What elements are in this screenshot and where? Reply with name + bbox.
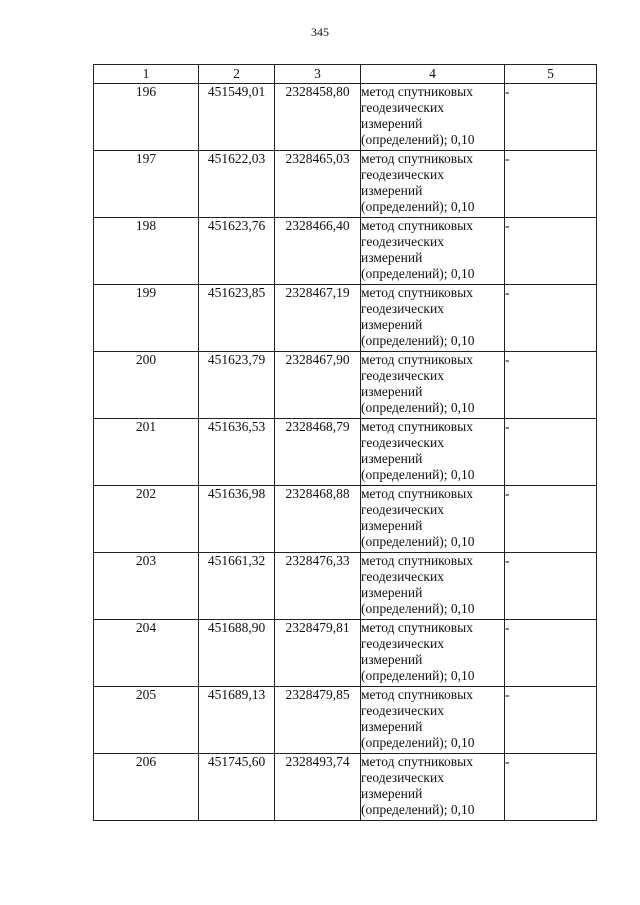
column-header-5: 5 [505, 65, 597, 84]
point-number-cell: 199 [94, 285, 199, 352]
method-cell [361, 151, 505, 218]
x-coordinate-cell: 451689,13 [199, 687, 275, 754]
note-cell: - [505, 151, 597, 218]
method-line: измерений [361, 786, 423, 801]
y-coordinate-cell: 2328468,88 [275, 486, 361, 553]
x-coordinate-cell: 451636,53 [199, 419, 275, 486]
method-line: геодезических [361, 301, 444, 316]
x-coordinate-cell: 451623,85 [199, 285, 275, 352]
x-coordinate-cell: 451745,60 [199, 754, 275, 821]
y-coordinate-cell: 2328468,79 [275, 419, 361, 486]
x-coordinate-cell: 451688,90 [199, 620, 275, 687]
x-coordinate-cell: 451622,03 [199, 151, 275, 218]
method-line: (определений); 0,10 [361, 534, 475, 549]
y-coordinate-cell: 2328467,19 [275, 285, 361, 352]
note-cell: - [505, 419, 597, 486]
point-number-cell: 206 [94, 754, 199, 821]
method-line: (определений); 0,10 [361, 132, 475, 147]
point-number-cell: 203 [94, 553, 199, 620]
y-coordinate-cell: 2328479,85 [275, 687, 361, 754]
method-cell [361, 218, 505, 285]
method-line: измерений [361, 451, 423, 466]
method-line: измерений [361, 250, 423, 265]
table-row [94, 419, 597, 486]
point-number-cell: 202 [94, 486, 199, 553]
note-cell: - [505, 218, 597, 285]
y-coordinate-cell: 2328493,74 [275, 754, 361, 821]
note-cell: - [505, 754, 597, 821]
point-number-cell: 196 [94, 84, 199, 151]
table-row [94, 285, 597, 352]
column-header-2: 2 [199, 65, 275, 84]
method-line: метод спутниковых [361, 218, 473, 233]
y-coordinate-cell: 2328476,33 [275, 553, 361, 620]
point-number-cell: 198 [94, 218, 199, 285]
point-number-cell: 205 [94, 687, 199, 754]
method-line: метод спутниковых [361, 84, 473, 99]
method-line: метод спутниковых [361, 754, 473, 769]
table-row [94, 84, 597, 151]
x-coordinate-cell: 451623,76 [199, 218, 275, 285]
method-line: метод спутниковых [361, 553, 473, 568]
method-line: геодезических [361, 435, 444, 450]
method-line: измерений [361, 719, 423, 734]
point-number-cell: 197 [94, 151, 199, 218]
method-cell [361, 553, 505, 620]
method-line: геодезических [361, 167, 444, 182]
point-number-cell: 201 [94, 419, 199, 486]
table-row [94, 620, 597, 687]
y-coordinate-cell: 2328458,80 [275, 84, 361, 151]
method-line: измерений [361, 585, 423, 600]
method-cell [361, 486, 505, 553]
method-line: (определений); 0,10 [361, 802, 475, 817]
method-line: метод спутниковых [361, 285, 473, 300]
method-line: геодезических [361, 703, 444, 718]
method-line: геодезических [361, 569, 444, 584]
method-line: геодезических [361, 368, 444, 383]
column-header-1: 1 [94, 65, 199, 84]
method-cell [361, 687, 505, 754]
method-line: измерений [361, 116, 423, 131]
table-row [94, 687, 597, 754]
table-row [94, 553, 597, 620]
note-cell: - [505, 285, 597, 352]
method-line: измерений [361, 652, 423, 667]
header-row [94, 65, 597, 84]
table-body [94, 84, 597, 821]
y-coordinate-cell: 2328465,03 [275, 151, 361, 218]
y-coordinate-cell: 2328467,90 [275, 352, 361, 419]
table-row [94, 352, 597, 419]
method-line: (определений); 0,10 [361, 333, 475, 348]
method-cell [361, 285, 505, 352]
table-row [94, 486, 597, 553]
table-row [94, 151, 597, 218]
point-number-cell: 204 [94, 620, 199, 687]
coordinates-table [93, 64, 597, 821]
note-cell: - [505, 687, 597, 754]
method-line: измерений [361, 518, 423, 533]
note-cell: - [505, 352, 597, 419]
method-line: геодезических [361, 502, 444, 517]
method-line: (определений); 0,10 [361, 467, 475, 482]
table-row [94, 218, 597, 285]
note-cell: - [505, 84, 597, 151]
method-line: измерений [361, 183, 423, 198]
y-coordinate-cell: 2328466,40 [275, 218, 361, 285]
method-line: (определений); 0,10 [361, 199, 475, 214]
x-coordinate-cell: 451636,98 [199, 486, 275, 553]
method-line: геодезических [361, 636, 444, 651]
method-line: метод спутниковых [361, 352, 473, 367]
method-line: геодезических [361, 234, 444, 249]
method-line: (определений); 0,10 [361, 400, 475, 415]
method-line: геодезических [361, 770, 444, 785]
note-cell: - [505, 553, 597, 620]
method-line: метод спутниковых [361, 687, 473, 702]
method-line: метод спутниковых [361, 419, 473, 434]
page-number: 345 [311, 25, 329, 39]
method-cell [361, 352, 505, 419]
table-header [94, 65, 597, 84]
method-line: (определений); 0,10 [361, 735, 475, 750]
method-line: метод спутниковых [361, 151, 473, 166]
x-coordinate-cell: 451623,79 [199, 352, 275, 419]
method-line: (определений); 0,10 [361, 601, 475, 616]
column-header-4: 4 [361, 65, 505, 84]
method-cell [361, 620, 505, 687]
table-row [94, 754, 597, 821]
method-cell [361, 419, 505, 486]
method-cell [361, 754, 505, 821]
point-number-cell: 200 [94, 352, 199, 419]
y-coordinate-cell: 2328479,81 [275, 620, 361, 687]
method-line: (определений); 0,10 [361, 668, 475, 683]
method-line: метод спутниковых [361, 620, 473, 635]
x-coordinate-cell: 451661,32 [199, 553, 275, 620]
method-line: геодезических [361, 100, 444, 115]
method-line: метод спутниковых [361, 486, 473, 501]
x-coordinate-cell: 451549,01 [199, 84, 275, 151]
method-cell [361, 84, 505, 151]
note-cell: - [505, 620, 597, 687]
method-line: (определений); 0,10 [361, 266, 475, 281]
note-cell: - [505, 486, 597, 553]
method-line: измерений [361, 317, 423, 332]
method-line: измерений [361, 384, 423, 399]
column-header-3: 3 [275, 65, 361, 84]
